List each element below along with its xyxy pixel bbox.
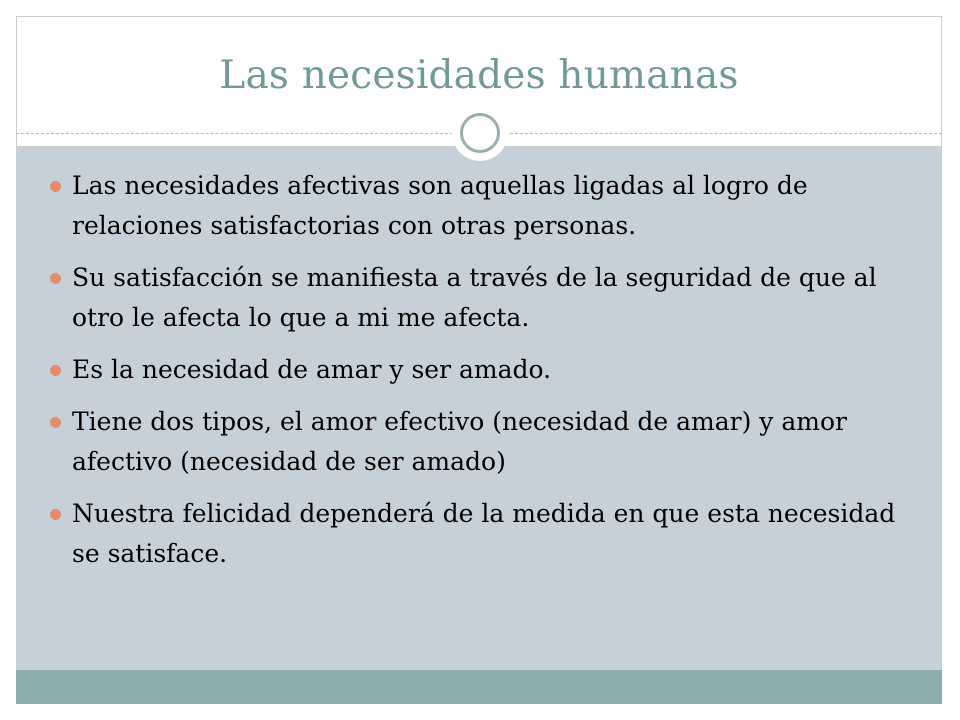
bullet-dot-icon <box>50 273 61 284</box>
bullet-text: Su satisfacción se manifiesta a través de la seguridad de que al otro le afecta lo que a mi me afecta. <box>72 263 877 332</box>
bullet-dot-icon <box>50 509 61 520</box>
footer-band <box>16 670 942 704</box>
slide-title: Las necesidades humanas <box>219 52 739 98</box>
ring-inner <box>460 113 500 153</box>
bullet-item <box>48 166 918 246</box>
bullet-dot-icon <box>50 365 61 376</box>
bullet-item <box>48 258 918 338</box>
bullet-item <box>48 494 918 574</box>
bullet-item <box>48 402 918 482</box>
bullet-list <box>48 166 918 586</box>
bullet-text: Las necesidades afectivas son aquellas ligadas al logro de relaciones satisfactorias con otras personas. <box>72 171 808 240</box>
bullet-dot-icon <box>50 181 61 192</box>
bullet-item <box>48 350 918 390</box>
bullet-text: Tiene dos tipos, el amor efectivo (necesidad de amar) y amor afectivo (necesidad de ser amado) <box>72 407 847 476</box>
ring-icon <box>452 105 508 161</box>
bullet-text: Es la necesidad de amar y ser amado. <box>72 355 552 384</box>
bullet-dot-icon <box>50 417 61 428</box>
bullet-text: Nuestra felicidad dependerá de la medida en que esta necesidad se satisface. <box>72 499 896 568</box>
